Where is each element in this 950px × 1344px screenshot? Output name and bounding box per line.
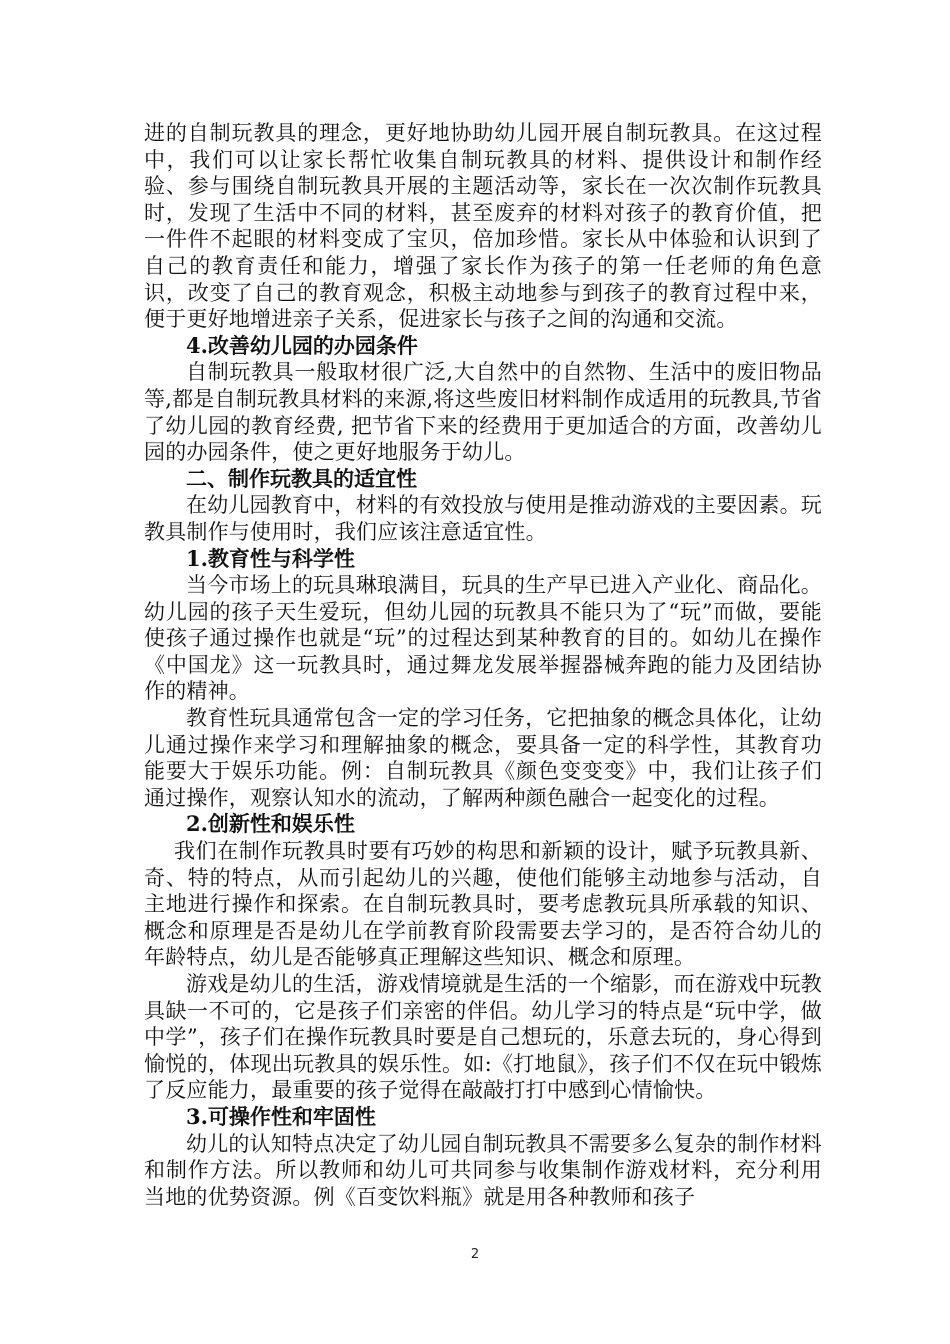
heading-improve-conditions: 4.改善幼儿园的办园条件 — [186, 332, 418, 358]
heading-educational-scientific: 1.教育性与科学性 — [186, 545, 355, 571]
paragraph-innovation: 我们在制作玩教具时要有巧妙的构思和新颖的设计，赋予玩教具新、奇、特的特点，从而引起幼儿的兴趣，使他们能够主动地参与活动，自主地进行操作和探索。在自制玩教具时，要考虑教玩具所承载的知识、概念和原理是否是幼儿在学前教育阶段需要去学习的，是否符合幼儿的年龄特点，幼儿是否能够真正理解这些知识、概念和原理。 — [144, 839, 822, 970]
page-number: 2 — [470, 1247, 480, 1262]
paragraph-market-toys: 当今市场上的玩具琳琅满目，玩具的生产早已进入产业化、商品化。幼儿园的孩子天生爱玩，但幼儿园的玩教具不能只为了“玩”而做，要能使孩子通过操作也就是“玩”的过程达到某种教育的目的。如幼儿在操作《中国龙》这一玩教具时，通过舞龙发展举握器械奔跑的能力及团结协作的精神。 — [144, 573, 822, 704]
paragraph-parent-involvement: 进的自制玩教具的理念，更好地协助幼儿园开展自制玩教具。在这过程中，我们可以让家长帮忙收集自制玩教具的材料、提供设计和制作经验、参与围绕自制玩教具开展的主题活动等，家长在一次次制作玩教具时，发现了生活中不同的材料，甚至废弃的材料对孩子的教育价值，把一件件不起眼的材料变成了宝贝，倍加珍惜。家长从中体验和认识到了自己的教育责任和能力，增强了家长作为孩子的第一任老师的角色意识，改变了自己的教育观念，积极主动地参与到孩子的教育过程中来，便于更好地增进亲子关系，促进家长与孩子之间的沟通和交流。 — [144, 121, 822, 332]
heading-operability-durability: 3.可操作性和牢固性 — [186, 1103, 376, 1129]
paragraph-cognitive-features: 幼儿的认知特点决定了幼儿园自制玩教具不需要多么复杂的制作材料和制作方法。所以教师和幼儿可共同参与收集制作游戏材料，充分利用当地的优势资源。例《百变饮料瓶》就是用各种教师和孩子 — [144, 1131, 822, 1209]
document-body — [144, 120, 822, 1210]
heading-suitability: 二、制作玩教具的适宜性 — [186, 465, 417, 491]
paragraph-game-life: 游戏是幼儿的生活，游戏情境就是生活的一个缩影，而在游戏中玩教具缺一不可的，它是孩子们亲密的伴侣。幼儿学习的特点是“玩中学，做中学”，孩子们在操作玩教具时要是自己想玩的，乐意去玩的，身心得到愉悦的，体现出玩教具的娱乐性。如:《打地鼠》，孩子们不仅在玩中锻炼了反应能力，最重要的孩子觉得在敲敲打打中感到心情愉快。 — [144, 972, 822, 1103]
paragraph-materials-source: 自制玩教具一般取材很广泛,大自然中的自然物、生活中的废旧物品等,都是自制玩教具材料的来源,将这些废旧材料制作成适用的玩教具,节省了幼儿园的教育经费, 把节省下来的经费用于更加适合的方面，改善幼儿园的办园条件，使之更好地服务于幼儿。 — [144, 360, 822, 465]
paragraph-suitability-intro: 在幼儿园教育中，材料的有效投放与使用是推动游戏的主要因素。玩教具制作与使用时，我们应该注意适宜性。 — [144, 493, 822, 544]
paragraph-educational-toys: 教育性玩具通常包含一定的学习任务，它把抽象的概念具体化，让幼儿通过操作来学习和理解抽象的概念，要具备一定的科学性，其教育功能要大于娱乐功能。例：自制玩教具《颜色变变变》中，我们让孩子们通过操作，观察认知水的流动，了解两种颜色融合一起变化的过程。 — [144, 706, 822, 810]
heading-innovation-entertainment: 2.创新性和娱乐性 — [186, 811, 355, 837]
